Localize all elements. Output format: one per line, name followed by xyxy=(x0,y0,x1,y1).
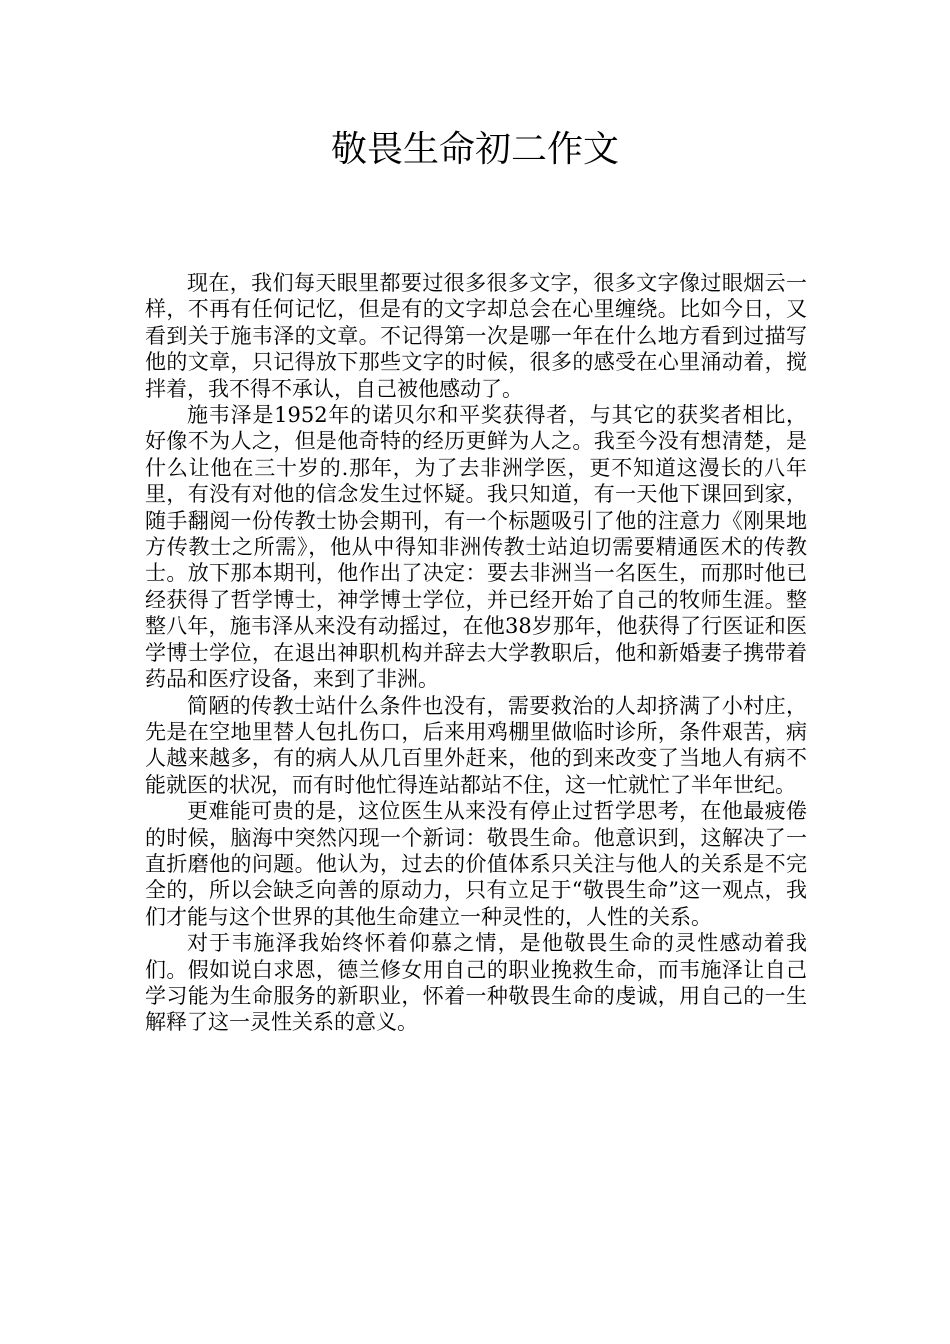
paragraph-3: 简陋的传教士站什么条件也没有，需要救治的人却挤满了小村庄，先是在空地里替人包扎伤口，后来用鸡棚里做临时诊所，条件艰苦，病人越来越多，有的病人从几百里外赶来，他的到来改变了当地人有病不能就医的状况，而有时他忙得连站都站不住，这一忙就忙了半年世纪。 xyxy=(145,693,807,797)
paragraph-1: 现在，我们每天眼里都要过很多很多文字，很多文字像过眼烟云一样，不再有任何记忆，但是有的文字却总会在心里缠绕。比如今日，又看到关于施韦泽的文章。不记得第一次是哪一年在什么地方看到过描写他的文章，只记得放下那些文字的时候，很多的感受在心里涌动着，搅拌着，我不得不承认，自己被他感动了。 xyxy=(145,271,807,401)
document-title: 敬畏生命初二作文 xyxy=(330,129,619,170)
document-body xyxy=(145,270,807,1036)
paragraph-4: 更难能可贵的是，这位医生从来没有停止过哲学思考，在他最疲倦的时候，脑海中突然闪现一个新词：敬畏生命。他意识到，这解决了一直折磨他的问题。他认为，过去的价值体系只关注与他人的关系是不完全的，所以会缺乏向善的原动力，只有立足于“敬畏生命”这一观点，我们才能与这个世界的其他生命建立一种灵性的，人性的关系。 xyxy=(145,799,807,929)
paragraph-5: 对于韦施泽我始终怀着仰慕之情，是他敬畏生命的灵性感动着我们。假如说白求恩，德兰修女用自己的职业挽救生命，而韦施泽让自己学习能为生命服务的新职业，怀着一种敬畏生命的虔诚，用自己的一生解释了这一灵性关系的意义。 xyxy=(145,931,807,1035)
paragraph-2: 施韦泽是1952年的诺贝尔和平奖获得者，与其它的获奖者相比，好像不为人之，但是他奇特的经历更鲜为人之。我至今没有想清楚，是什么让他在三十岁的.那年，为了去非洲学医，更不知道这漫长的八年里，有没有对他的信念发生过怀疑。我只知道，有一天他下课回到家，随手翻阅一份传教士协会期刊，有一个标题吸引了他的注意力《刚果地方传教士之所需》，他从中得知非洲传教士站迫切需要精通医术的传教士。放下那本期刊，他作出了决定：要去非洲当一名医生，而那时他已经获得了哲学博士，神学博士学位，并已经开始了自己的牧师生涯。整整八年，施韦泽从来没有动摇过，在他38岁那年，他获得了行医证和医学博士学位，在退出神职机构并辞去大学教职后，他和新婚妻子携带着药品和医疗设备，来到了非洲。 xyxy=(145,403,807,692)
